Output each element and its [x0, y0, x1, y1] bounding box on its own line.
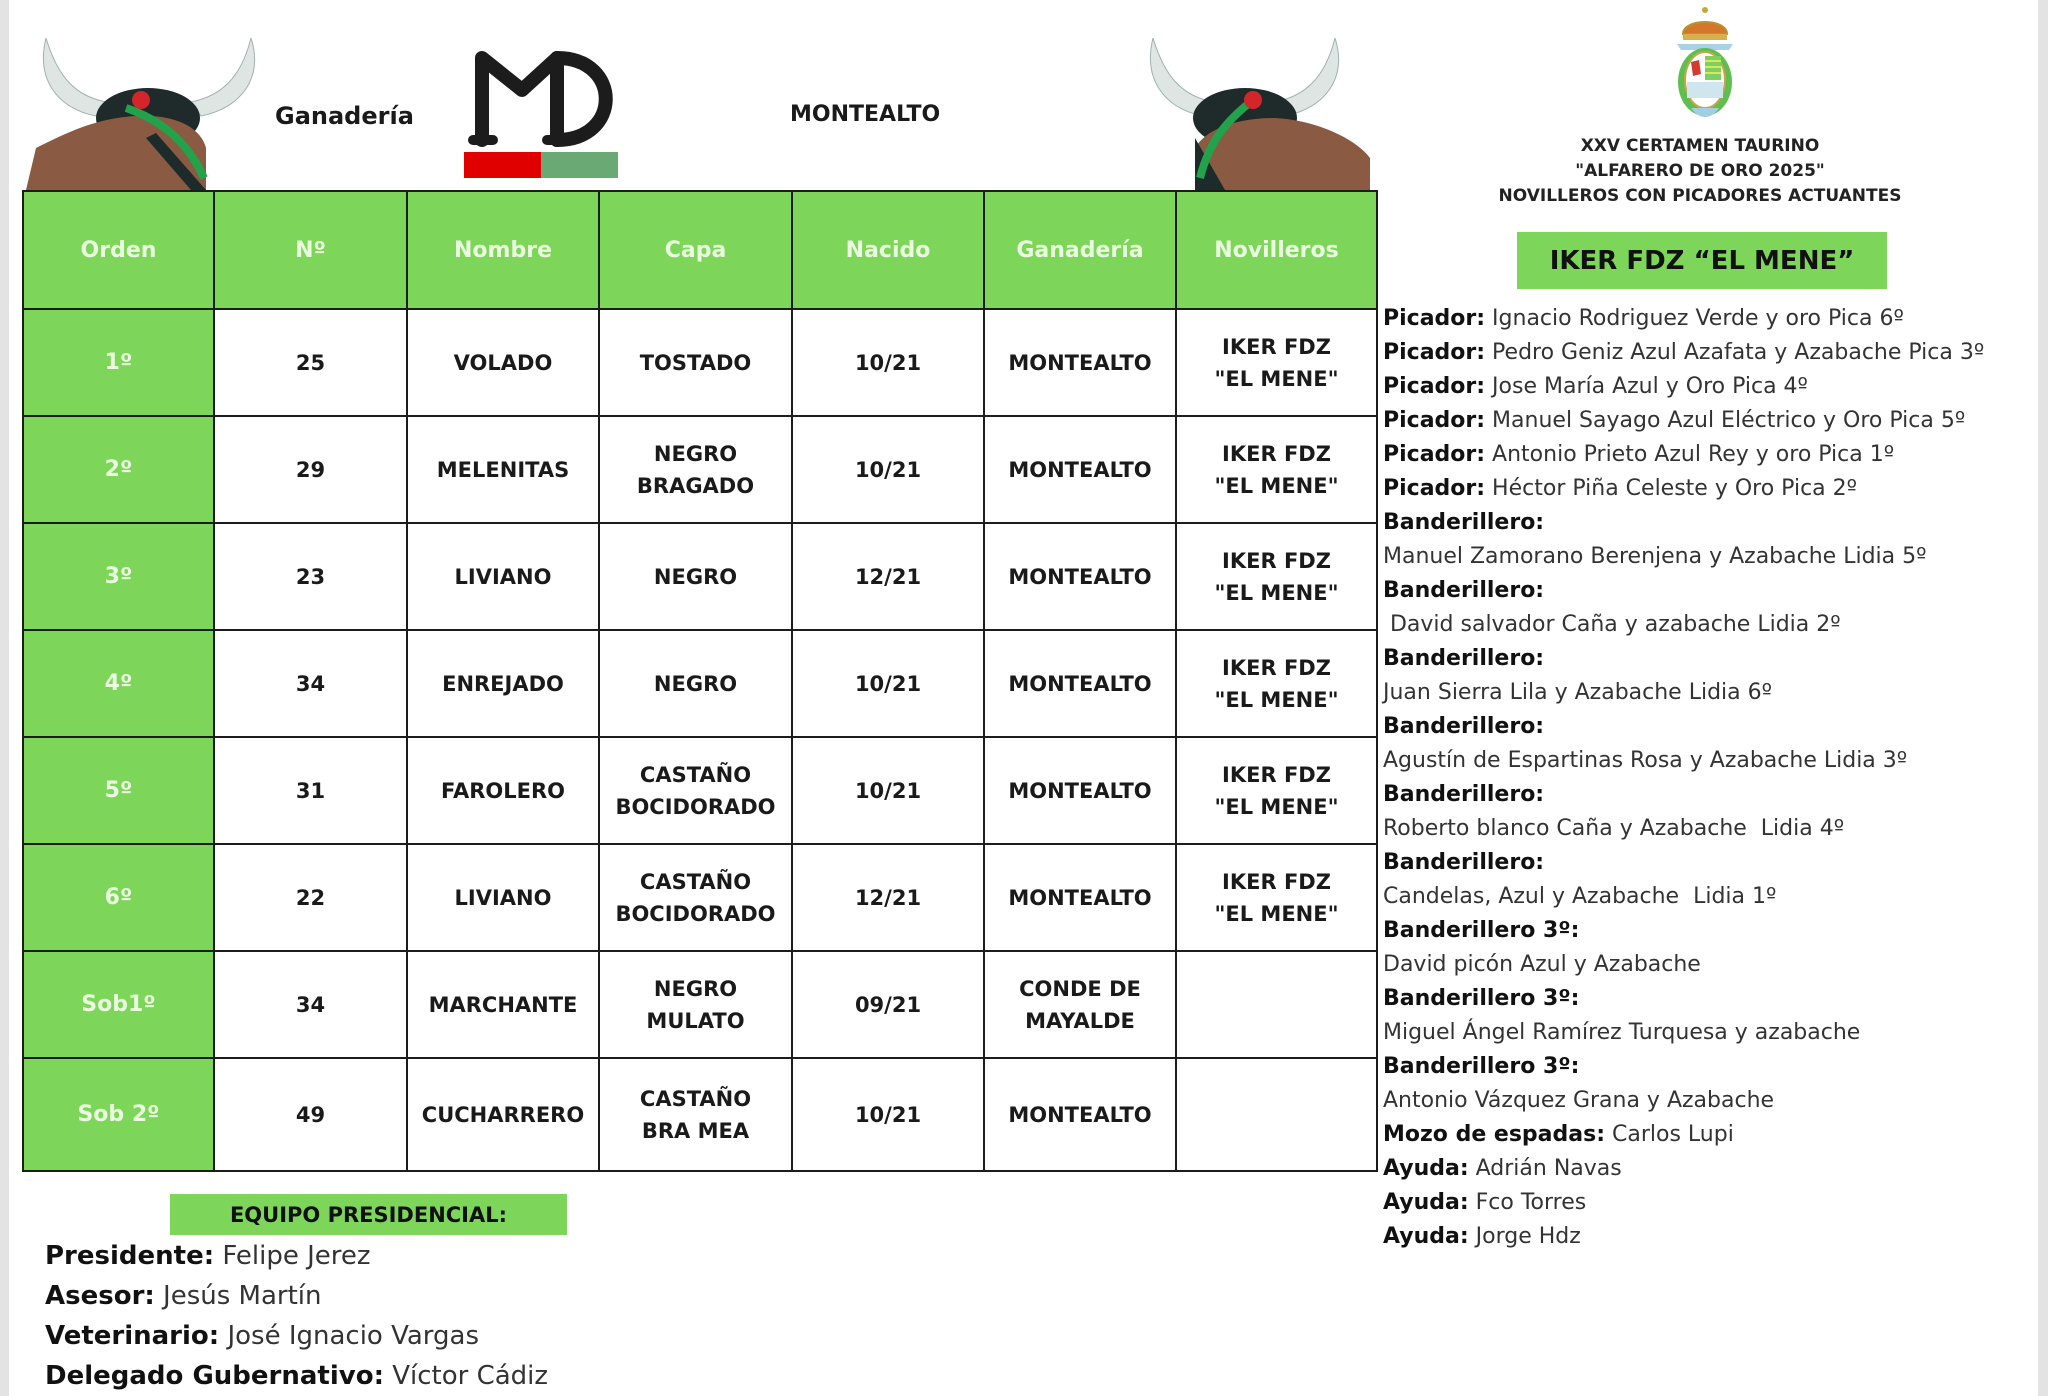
cell-orden: Sob1º — [23, 951, 214, 1058]
crew-role: Banderillero: — [1383, 782, 1545, 807]
cell-orden: 4º — [23, 630, 214, 737]
cell-capa-line: NEGRO — [653, 441, 738, 466]
table-row — [23, 737, 1377, 844]
member-role: Veterinario: — [45, 1321, 220, 1351]
cuadrilla-list — [1383, 302, 1984, 1254]
cell-capa-line: BOCIDORADO — [615, 794, 776, 819]
cell-ganaderia — [984, 416, 1176, 523]
table-header-row — [23, 191, 1377, 309]
crew-role: Picador: — [1383, 374, 1486, 399]
cell-ganaderia — [984, 844, 1176, 951]
cell-novillero — [1176, 523, 1377, 630]
cell-nacido: 10/21 — [792, 309, 984, 416]
crew-line — [1383, 880, 1984, 914]
table-row — [23, 951, 1377, 1058]
equipo-member — [45, 1276, 548, 1316]
crew-line — [1383, 302, 1984, 336]
table-body — [23, 309, 1377, 1171]
crew-role: Picador: — [1383, 306, 1486, 331]
equipo-presidencial-list — [45, 1236, 548, 1396]
cell-novillero — [1176, 844, 1377, 951]
logo-bar-green — [541, 152, 618, 178]
crew-role: Banderillero: — [1383, 510, 1545, 535]
crew-detail: Carlos Lupi — [1605, 1122, 1734, 1147]
column-header-capa: Capa — [599, 191, 792, 309]
crew-role: Picador: — [1383, 340, 1486, 365]
cell-nacido: 10/21 — [792, 630, 984, 737]
crew-line — [1383, 846, 1984, 880]
crew-line — [1383, 574, 1984, 608]
cell-numero: 34 — [214, 630, 407, 737]
cell-novillero-line: IKER FDZ — [1222, 655, 1331, 680]
crew-detail: Antonio Vázquez Grana y Azabache — [1383, 1088, 1775, 1113]
crew-role: Mozo de espadas: — [1383, 1122, 1606, 1147]
cell-capa-line: NEGRO — [653, 671, 738, 696]
crew-role: Banderillero 3º: — [1383, 986, 1580, 1011]
crew-role: Ayuda: — [1383, 1224, 1469, 1249]
member-role: Delegado Gubernativo: — [45, 1361, 384, 1391]
cell-novillero-line: "EL MENE" — [1214, 794, 1339, 819]
cell-ganaderia-line: MAYALDE — [1025, 1008, 1135, 1033]
cell-capa — [599, 523, 792, 630]
cell-capa — [599, 844, 792, 951]
crew-detail: Antonio Prieto Azul Rey y oro Pica 1º — [1485, 442, 1895, 467]
cell-capa-line: CASTAÑO — [639, 869, 752, 894]
crew-line — [1383, 1118, 1984, 1152]
cell-orden: 3º — [23, 523, 214, 630]
equipo-member — [45, 1316, 548, 1356]
crew-line — [1383, 1220, 1984, 1254]
cell-ganaderia — [984, 1058, 1176, 1171]
cell-nombre: LIVIANO — [407, 844, 599, 951]
crew-line — [1383, 812, 1984, 846]
table-row — [23, 416, 1377, 523]
crew-line — [1383, 608, 1984, 642]
crew-detail: Jorge Hdz — [1468, 1224, 1581, 1249]
cell-capa-line: CASTAÑO — [639, 1086, 752, 1111]
table-row — [23, 523, 1377, 630]
member-name: Jesús Martín — [154, 1281, 322, 1311]
crew-line — [1383, 1152, 1984, 1186]
cell-ganaderia — [984, 737, 1176, 844]
crew-detail: Roberto blanco Caña y Azabache Lidia 4º — [1383, 816, 1845, 841]
crew-line — [1383, 404, 1984, 438]
event-title-line: XXV CERTAMEN TAURINO — [1580, 136, 1820, 156]
ganaderia-md-logo — [462, 40, 622, 180]
page-edge-left — [0, 0, 9, 1396]
cell-capa-line: CASTAÑO — [639, 762, 752, 787]
event-title — [1440, 134, 1960, 209]
cell-nombre: VOLADO — [407, 309, 599, 416]
cell-ganaderia — [984, 523, 1176, 630]
crew-line — [1383, 370, 1984, 404]
crew-line — [1383, 948, 1984, 982]
equipo-presidencial-title: EQUIPO PRESIDENCIAL: — [170, 1194, 567, 1235]
member-name: José Ignacio Vargas — [219, 1321, 480, 1351]
cell-nombre: FAROLERO — [407, 737, 599, 844]
cell-ganaderia-line: MONTEALTO — [1008, 564, 1152, 589]
column-header-numero: Nº — [214, 191, 407, 309]
crew-line — [1383, 506, 1984, 540]
cell-orden: 2º — [23, 416, 214, 523]
crew-line — [1383, 676, 1984, 710]
cell-novillero — [1176, 1058, 1377, 1171]
cell-capa — [599, 630, 792, 737]
cell-novillero — [1176, 309, 1377, 416]
crew-role: Banderillero: — [1383, 578, 1545, 603]
cell-ganaderia — [984, 951, 1176, 1058]
column-header-novilleros: Novilleros — [1176, 191, 1377, 309]
table-row — [23, 309, 1377, 416]
cell-novillero-line: "EL MENE" — [1214, 473, 1339, 498]
cell-ganaderia-line: MONTEALTO — [1008, 350, 1152, 375]
crew-role: Banderillero: — [1383, 646, 1545, 671]
cell-ganaderia-line: MONTEALTO — [1008, 671, 1152, 696]
cell-orden: 5º — [23, 737, 214, 844]
cell-novillero-line: IKER FDZ — [1222, 441, 1331, 466]
crew-line — [1383, 336, 1984, 370]
cell-orden: 6º — [23, 844, 214, 951]
crew-line — [1383, 1050, 1984, 1084]
cell-ganaderia-line: MONTEALTO — [1008, 1102, 1152, 1127]
cell-novillero-line: IKER FDZ — [1222, 762, 1331, 787]
cell-novillero-line: IKER FDZ — [1222, 548, 1331, 573]
cell-nacido: 12/21 — [792, 844, 984, 951]
cell-novillero — [1176, 630, 1377, 737]
cell-capa — [599, 309, 792, 416]
cell-numero: 29 — [214, 416, 407, 523]
farm-name: MONTEALTO — [790, 102, 941, 127]
column-header-ganaderia: Ganadería — [984, 191, 1176, 309]
table-row — [23, 630, 1377, 737]
bulls-table — [22, 190, 1378, 1172]
crew-detail: Agustín de Espartinas Rosa y Azabache Lidia 3º — [1383, 748, 1908, 773]
crew-line — [1383, 710, 1984, 744]
cell-capa — [599, 416, 792, 523]
column-header-orden: Orden — [23, 191, 214, 309]
cell-novillero — [1176, 416, 1377, 523]
cell-capa-line: MULATO — [646, 1008, 745, 1033]
cell-nacido: 10/21 — [792, 737, 984, 844]
bull-image-right — [1135, 38, 1375, 190]
cell-numero: 34 — [214, 951, 407, 1058]
cell-capa — [599, 951, 792, 1058]
crew-line — [1383, 472, 1984, 506]
cell-capa-line: NEGRO — [653, 976, 738, 1001]
crew-role: Ayuda: — [1383, 1156, 1469, 1181]
crew-detail: Manuel Sayago Azul Eléctrico y Oro Pica 5º — [1485, 408, 1966, 433]
crew-role: Banderillero: — [1383, 714, 1545, 739]
crew-detail: Miguel Ángel Ramírez Turquesa y azabache — [1383, 1020, 1861, 1045]
bull-image-left — [26, 38, 266, 190]
cell-numero: 49 — [214, 1058, 407, 1171]
crew-detail: Candelas, Azul y Azabache Lidia 1º — [1383, 884, 1777, 909]
member-name: Felipe Jerez — [214, 1241, 371, 1271]
table-row — [23, 1058, 1377, 1171]
cell-orden: 1º — [23, 309, 214, 416]
cell-capa-line: TOSTADO — [639, 350, 752, 375]
cell-capa-line: BRA MEA — [641, 1118, 750, 1143]
event-title-line: NOVILLEROS CON PICADORES ACTUANTES — [1498, 186, 1902, 206]
equipo-member — [45, 1356, 548, 1396]
crew-role: Banderillero: — [1383, 850, 1545, 875]
crew-line — [1383, 1016, 1984, 1050]
event-title-line: "ALFARERO DE ORO 2025" — [1575, 161, 1825, 181]
crew-line — [1383, 778, 1984, 812]
crew-line — [1383, 1186, 1984, 1220]
crew-role: Picador: — [1383, 442, 1486, 467]
crew-detail: Jose María Azul y Oro Pica 4º — [1485, 374, 1808, 399]
crew-line — [1383, 642, 1984, 676]
crew-role: Banderillero 3º: — [1383, 918, 1580, 943]
cell-capa — [599, 1058, 792, 1171]
cell-novillero-line: IKER FDZ — [1222, 334, 1331, 359]
crew-detail: Ignacio Rodriguez Verde y oro Pica 6º — [1485, 306, 1904, 331]
crew-line — [1383, 438, 1984, 472]
page-edge-right — [2038, 0, 2048, 1396]
equipo-member — [45, 1236, 548, 1276]
cell-numero: 23 — [214, 523, 407, 630]
coat-of-arms-logo — [1665, 4, 1745, 124]
cell-nacido: 09/21 — [792, 951, 984, 1058]
cell-ganaderia-line: MONTEALTO — [1008, 778, 1152, 803]
cell-numero: 25 — [214, 309, 407, 416]
cell-nacido: 10/21 — [792, 416, 984, 523]
cell-orden: Sob 2º — [23, 1058, 214, 1171]
cell-novillero-line: "EL MENE" — [1214, 366, 1339, 391]
member-name: Víctor Cádiz — [383, 1361, 549, 1391]
crew-detail: David salvador Caña y azabache Lidia 2º — [1383, 612, 1841, 637]
crew-role: Ayuda: — [1383, 1190, 1469, 1215]
cell-capa-line: BRAGADO — [636, 473, 755, 498]
crew-role: Banderillero 3º: — [1383, 1054, 1580, 1079]
cell-ganaderia-line: MONTEALTO — [1008, 885, 1152, 910]
cell-novillero-line: "EL MENE" — [1214, 901, 1339, 926]
crew-detail: Adrián Navas — [1468, 1156, 1622, 1181]
cell-novillero — [1176, 951, 1377, 1058]
crew-detail: Fco Torres — [1468, 1190, 1587, 1215]
column-header-nacido: Nacido — [792, 191, 984, 309]
member-role: Presidente: — [45, 1241, 215, 1271]
cell-capa-line: NEGRO — [653, 564, 738, 589]
cell-nombre: MELENITAS — [407, 416, 599, 523]
cell-nacido: 12/21 — [792, 523, 984, 630]
cell-nombre: LIVIANO — [407, 523, 599, 630]
cell-capa — [599, 737, 792, 844]
cell-novillero — [1176, 737, 1377, 844]
logo-bar-red — [464, 152, 541, 178]
cell-numero: 22 — [214, 844, 407, 951]
column-header-nombre: Nombre — [407, 191, 599, 309]
crew-role: Picador: — [1383, 476, 1486, 501]
cell-ganaderia — [984, 309, 1176, 416]
cell-numero: 31 — [214, 737, 407, 844]
cell-nombre: ENREJADO — [407, 630, 599, 737]
crew-line — [1383, 914, 1984, 948]
crew-detail: Pedro Geniz Azul Azafata y Azabache Pica 3º — [1485, 340, 1985, 365]
cell-novillero-line: "EL MENE" — [1214, 580, 1339, 605]
cell-capa-line: BOCIDORADO — [615, 901, 776, 926]
cell-nombre: CUCHARRERO — [407, 1058, 599, 1171]
novillero-badge: IKER FDZ “EL MENE” — [1517, 232, 1887, 289]
member-role: Asesor: — [45, 1281, 155, 1311]
cell-ganaderia-line: CONDE DE — [1019, 976, 1141, 1001]
cell-ganaderia — [984, 630, 1176, 737]
crew-detail: David picón Azul y Azabache — [1383, 952, 1701, 977]
cell-ganaderia-line: MONTEALTO — [1008, 457, 1152, 482]
crew-detail: Juan Sierra Lila y Azabache Lidia 6º — [1383, 680, 1772, 705]
crew-detail: Héctor Piña Celeste y Oro Pica 2º — [1485, 476, 1857, 501]
cell-nacido: 10/21 — [792, 1058, 984, 1171]
cell-novillero-line: "EL MENE" — [1214, 687, 1339, 712]
table-row — [23, 844, 1377, 951]
cell-novillero-line: IKER FDZ — [1222, 869, 1331, 894]
crew-role: Picador: — [1383, 408, 1486, 433]
crew-detail: Manuel Zamorano Berenjena y Azabache Lidia 5º — [1383, 544, 1927, 569]
ganaderia-label: Ganadería — [275, 102, 414, 130]
cell-nombre: MARCHANTE — [407, 951, 599, 1058]
crew-line — [1383, 982, 1984, 1016]
crew-line — [1383, 540, 1984, 574]
crew-line — [1383, 744, 1984, 778]
crew-line — [1383, 1084, 1984, 1118]
